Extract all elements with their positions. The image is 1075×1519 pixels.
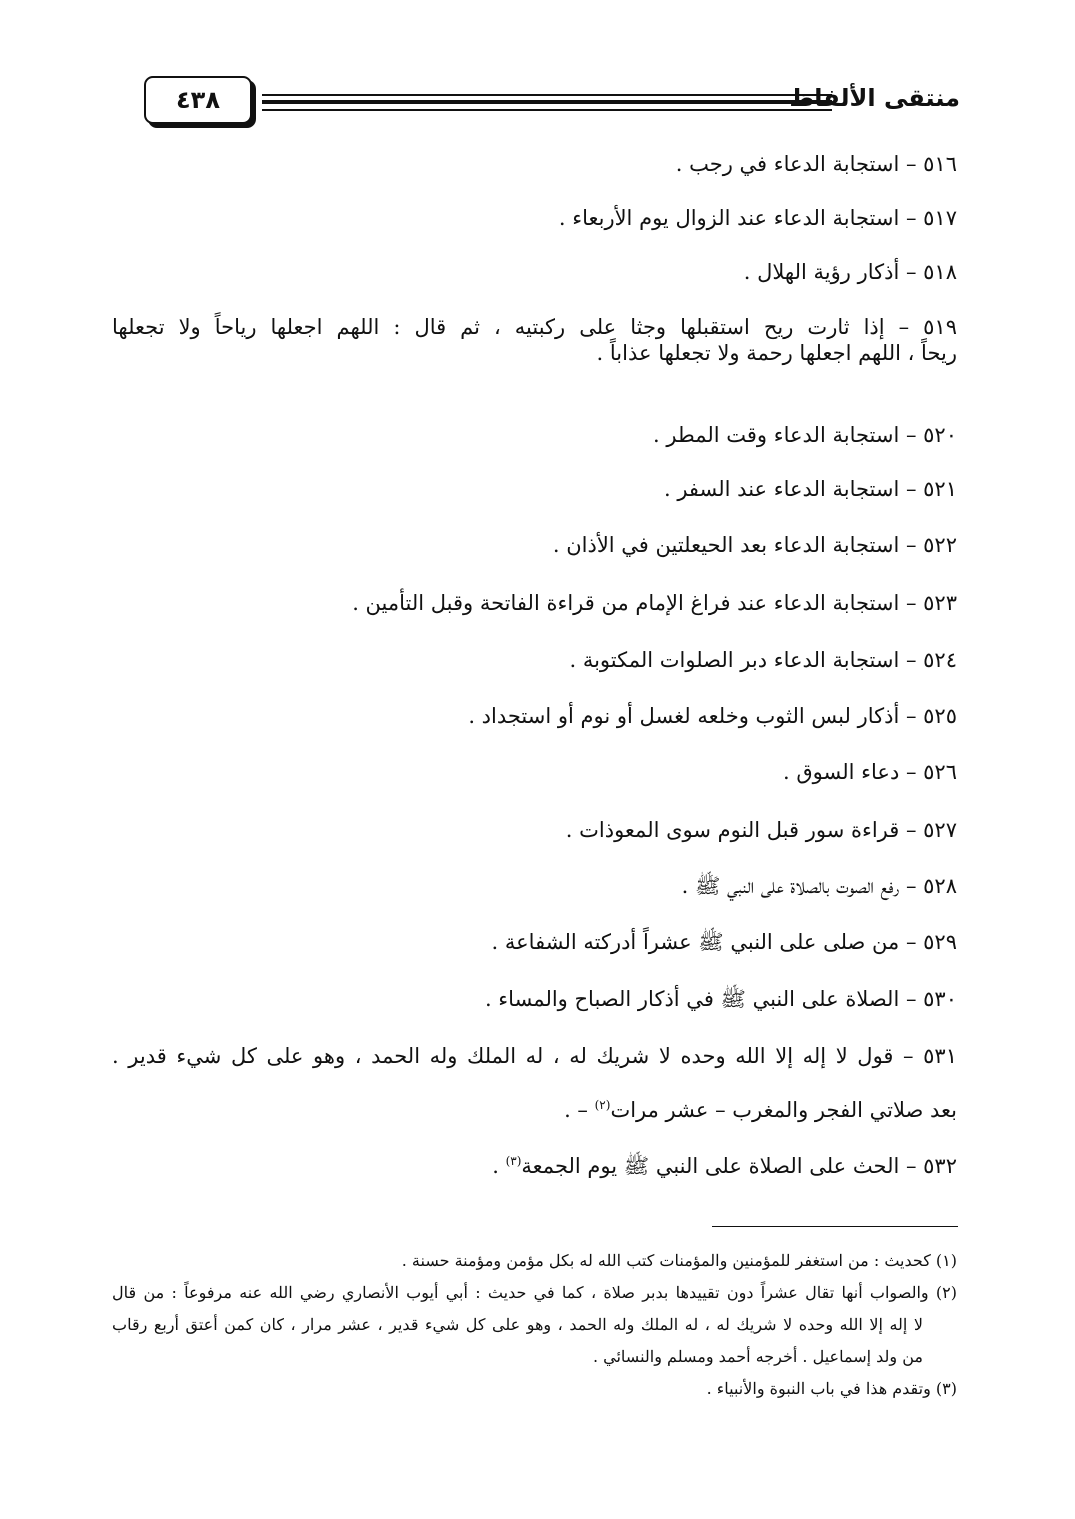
footnote-2: (٢) والصواب أنها تقال عشراً دون تقييدها بدبر صلاة ، كما في حديث : أبي أيوب الأنصاري رضي الله عنه مرفوعاً : من قال — [112, 1283, 958, 1302]
entry-526: ٥٢٦ – دعاء السوق . — [783, 760, 957, 784]
entry-523: ٥٢٣ – استجابة الدعاء عند فراغ الإمام من قراءة الفاتحة وقبل التأمين . — [352, 591, 957, 615]
entry-518: ٥١٨ – أذكار رؤية الهلال . — [743, 260, 957, 284]
entry-525: ٥٢٥ – أذكار لبس الثوب وخلعه لغسل أو نوم أو استجداد . — [468, 704, 957, 728]
book-title: منتقى الألفاظ — [789, 84, 960, 112]
page-number: ٤٣٨ — [176, 86, 220, 114]
entry-532-text: ٥٣٢ – الحث على الصلاة على النبي ﷺ يوم الجمعة — [521, 1154, 957, 1178]
entry-519-cont: ريحاً ، اللهم اجعلها رحمة ولا تجعلها عذاباً . — [596, 341, 957, 365]
entry-531-cont — [564, 1095, 957, 1125]
footnote-2-line-2: لا إله إلا الله وحده لا شريك له ، له الملك وله الحمد ، وهو على كل شيء قدير ، عشر مرار ، كان كمن أعتق أربع رقاب — [112, 1315, 923, 1334]
entry-530: ٥٣٠ – الصلاة على النبي ﷺ في أذكار الصباح والمساء . — [484, 987, 957, 1011]
header-rule-bottom — [262, 109, 832, 111]
entry-531: ٥٣١ – قول لا إله إلا الله وحده لا شريك له ، له الملك وله الحمد ، وهو على كل شيء قدير . — [112, 1044, 957, 1068]
entry-517: ٥١٧ – استجابة الدعاء عند الزوال يوم الأربعاء . — [558, 206, 957, 230]
entry-532-tail: . — [492, 1154, 506, 1178]
entry-527: ٥٢٧ – قراءة سور قبل النوم سوى المعوذات . — [565, 818, 957, 842]
header-rule-top — [262, 94, 832, 96]
entry-519: ٥١٩ – إذا ثارت ريح استقبلها وجثا على ركبتيه ، ثم قال : اللهم اجعلها رياحاً ولا تجعلها — [112, 315, 957, 339]
entry-531-cont-text: بعد صلاتي الفجر والمغرب – عشر مرات — [610, 1098, 957, 1122]
entry-532 — [492, 1151, 957, 1181]
entry-531-cont-tail: – . — [564, 1098, 595, 1122]
footnote-ref-3[interactable]: (٣) — [505, 1154, 522, 1168]
header-rule-thick — [262, 100, 832, 104]
entry-528: ٥٢٨ – رفع الصوت بالصلاة على النبي ﷺ . — [681, 874, 957, 898]
entry-529: ٥٢٩ – من صلى على النبي ﷺ عشراً أدركته الشفاعة . — [491, 930, 957, 954]
entry-521: ٥٢١ – استجابة الدعاء عند السفر . — [663, 477, 957, 501]
entry-520: ٥٢٠ – استجابة الدعاء وقت المطر . — [653, 423, 957, 447]
entry-516: ٥١٦ – استجابة الدعاء في رجب . — [675, 152, 957, 176]
footnote-ref-2[interactable]: (٢) — [594, 1098, 611, 1112]
page-number-box — [144, 76, 252, 124]
footnote-2-line-3: من ولد إسماعيل . أخرجه أحمد ومسلم والنسائي . — [592, 1347, 923, 1366]
entry-522: ٥٢٢ – استجابة الدعاء بعد الحيعلتين في الأذان . — [552, 533, 957, 557]
footnote-1: (١) كحديث : من استغفر للمؤمنين والمؤمنات كتب الله له بكل مؤمن ومؤمنة حسنة . — [401, 1251, 957, 1270]
page-header — [112, 70, 960, 130]
entry-524: ٥٢٤ – استجابة الدعاء دبر الصلوات المكتوبة . — [569, 648, 957, 672]
footnote-separator — [712, 1226, 958, 1227]
footnote-3: (٣) وتقدم هذا في باب النبوة والأنبياء . — [706, 1379, 957, 1398]
